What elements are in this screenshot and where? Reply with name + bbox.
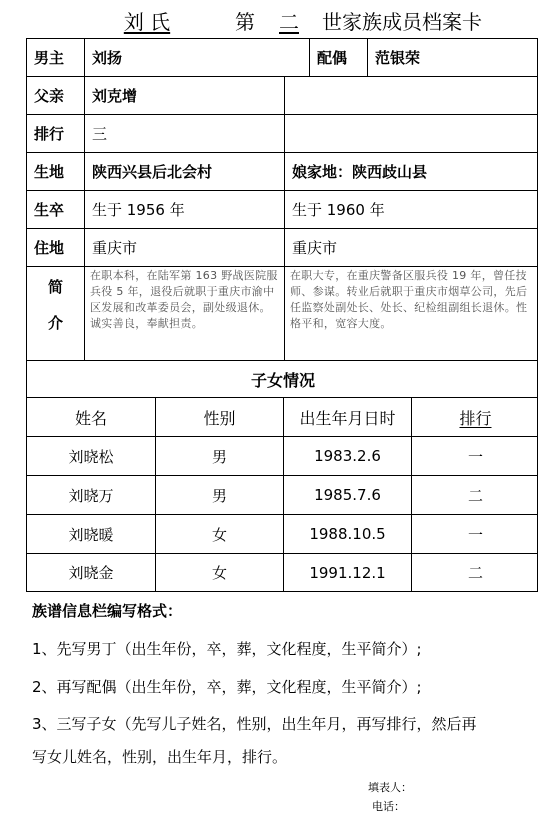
child-rank: 二 xyxy=(411,476,539,514)
children-section-title: 子女情况 xyxy=(250,370,315,390)
child-name: 刘晓松 xyxy=(68,447,114,466)
residence-label: 住地 xyxy=(34,239,65,257)
child-rank: 一 xyxy=(411,515,539,553)
child-name: 刘晓金 xyxy=(68,564,114,582)
birth-label: 生卒 xyxy=(34,201,65,219)
title-generation: 二 xyxy=(279,10,299,34)
row-birthplace xyxy=(27,153,537,191)
spouse-label: 配偶 xyxy=(309,39,367,76)
row-birth xyxy=(27,191,537,229)
child-gender: 男 xyxy=(155,476,283,514)
children-header-row xyxy=(27,398,537,437)
row-husband xyxy=(27,39,537,77)
member-card-table xyxy=(26,38,538,592)
row-children-title xyxy=(27,361,537,398)
table-row xyxy=(27,515,537,554)
header-gender: 性别 xyxy=(155,398,283,436)
child-rank: 一 xyxy=(411,437,539,475)
child-birth: 1991.12.1 xyxy=(283,554,411,591)
table-row xyxy=(27,476,537,515)
instruction-item-2: 2、再写配偶（出生年份，卒，葬，文化程度，生平简介）; xyxy=(32,678,422,696)
header-name: 姓名 xyxy=(74,408,107,428)
intro-label-1: 简 xyxy=(47,278,63,297)
row-intro xyxy=(27,267,537,361)
header-rank: 排行 xyxy=(411,398,539,436)
spouse-residence: 重庆市 xyxy=(284,229,539,266)
phone-label: 电话： xyxy=(372,800,405,813)
husband-name: 刘扬 xyxy=(84,39,309,76)
table-row xyxy=(27,554,537,591)
intro-label xyxy=(27,267,84,360)
rank-empty-cell xyxy=(284,115,539,152)
table-row xyxy=(27,437,537,476)
spouse-intro: 在职大专，在重庆警备区服兵役 19 年，曾任技师、参谋。转业后就职于重庆市烟草公司，先后任监察处副处长、处长、纪检组副组长退休。性格平和，宽容大度。 xyxy=(284,267,539,360)
instruction-item-1: 1、先写男丁（出生年份，卒，葬，文化程度，生平简介）; xyxy=(32,640,422,658)
father-empty-cell xyxy=(284,77,539,114)
spouse-birthplace: 娘家地：陕西歧山县 xyxy=(284,153,539,190)
spouse-name: 范银荣 xyxy=(367,39,539,76)
header-birth: 出生年月日时 xyxy=(283,398,411,436)
title-suffix: 世家族成员档案卡 xyxy=(322,10,482,34)
father-name: 刘克增 xyxy=(84,77,284,114)
instructions-title: 族谱信息栏编写格式： xyxy=(32,602,183,620)
birthplace-label: 生地 xyxy=(34,163,65,181)
child-gender: 女 xyxy=(155,515,283,553)
intro-label-2: 介 xyxy=(47,313,63,332)
row-father xyxy=(27,77,537,115)
rank-value: 三 xyxy=(84,115,284,152)
row-residence xyxy=(27,229,537,267)
filler-label: 填表人： xyxy=(368,781,412,794)
husband-label: 男主 xyxy=(34,49,65,67)
child-name: 刘晓暖 xyxy=(68,525,114,544)
father-label: 父亲 xyxy=(34,87,65,105)
husband-intro: 在职本科，在陆军第 163 野战医院服兵役 5 年，退役后就职于重庆市渝中区发展和改革委员会，副处级退休。诚实善良，奉献担责。 xyxy=(84,267,284,360)
child-birth: 1988.10.5 xyxy=(283,515,411,553)
husband-birth: 生于 1956 年 xyxy=(84,191,284,228)
child-rank: 二 xyxy=(411,554,539,591)
row-rank xyxy=(27,115,537,153)
child-birth: 1983.2.6 xyxy=(283,437,411,475)
child-birth: 1985.7.6 xyxy=(283,476,411,514)
child-gender: 男 xyxy=(155,437,283,475)
rank-label: 排行 xyxy=(34,125,65,143)
title-surname: 刘 氏 xyxy=(123,10,171,34)
husband-birthplace: 陕西兴县后北会村 xyxy=(84,153,284,190)
spouse-birth: 生于 1960 年 xyxy=(284,191,539,228)
instruction-item-3-line-1: 3、三写子女（先写儿子姓名，性别，出生年月，再写排行，然后再 xyxy=(32,715,477,733)
child-gender: 女 xyxy=(155,554,283,591)
husband-residence: 重庆市 xyxy=(84,229,284,266)
title-di: 第 xyxy=(235,10,255,34)
child-name: 刘晓万 xyxy=(68,486,114,505)
instruction-item-3-line-2: 写女儿姓名，性别，出生年月，排行。 xyxy=(32,748,288,766)
card-title xyxy=(0,6,560,32)
